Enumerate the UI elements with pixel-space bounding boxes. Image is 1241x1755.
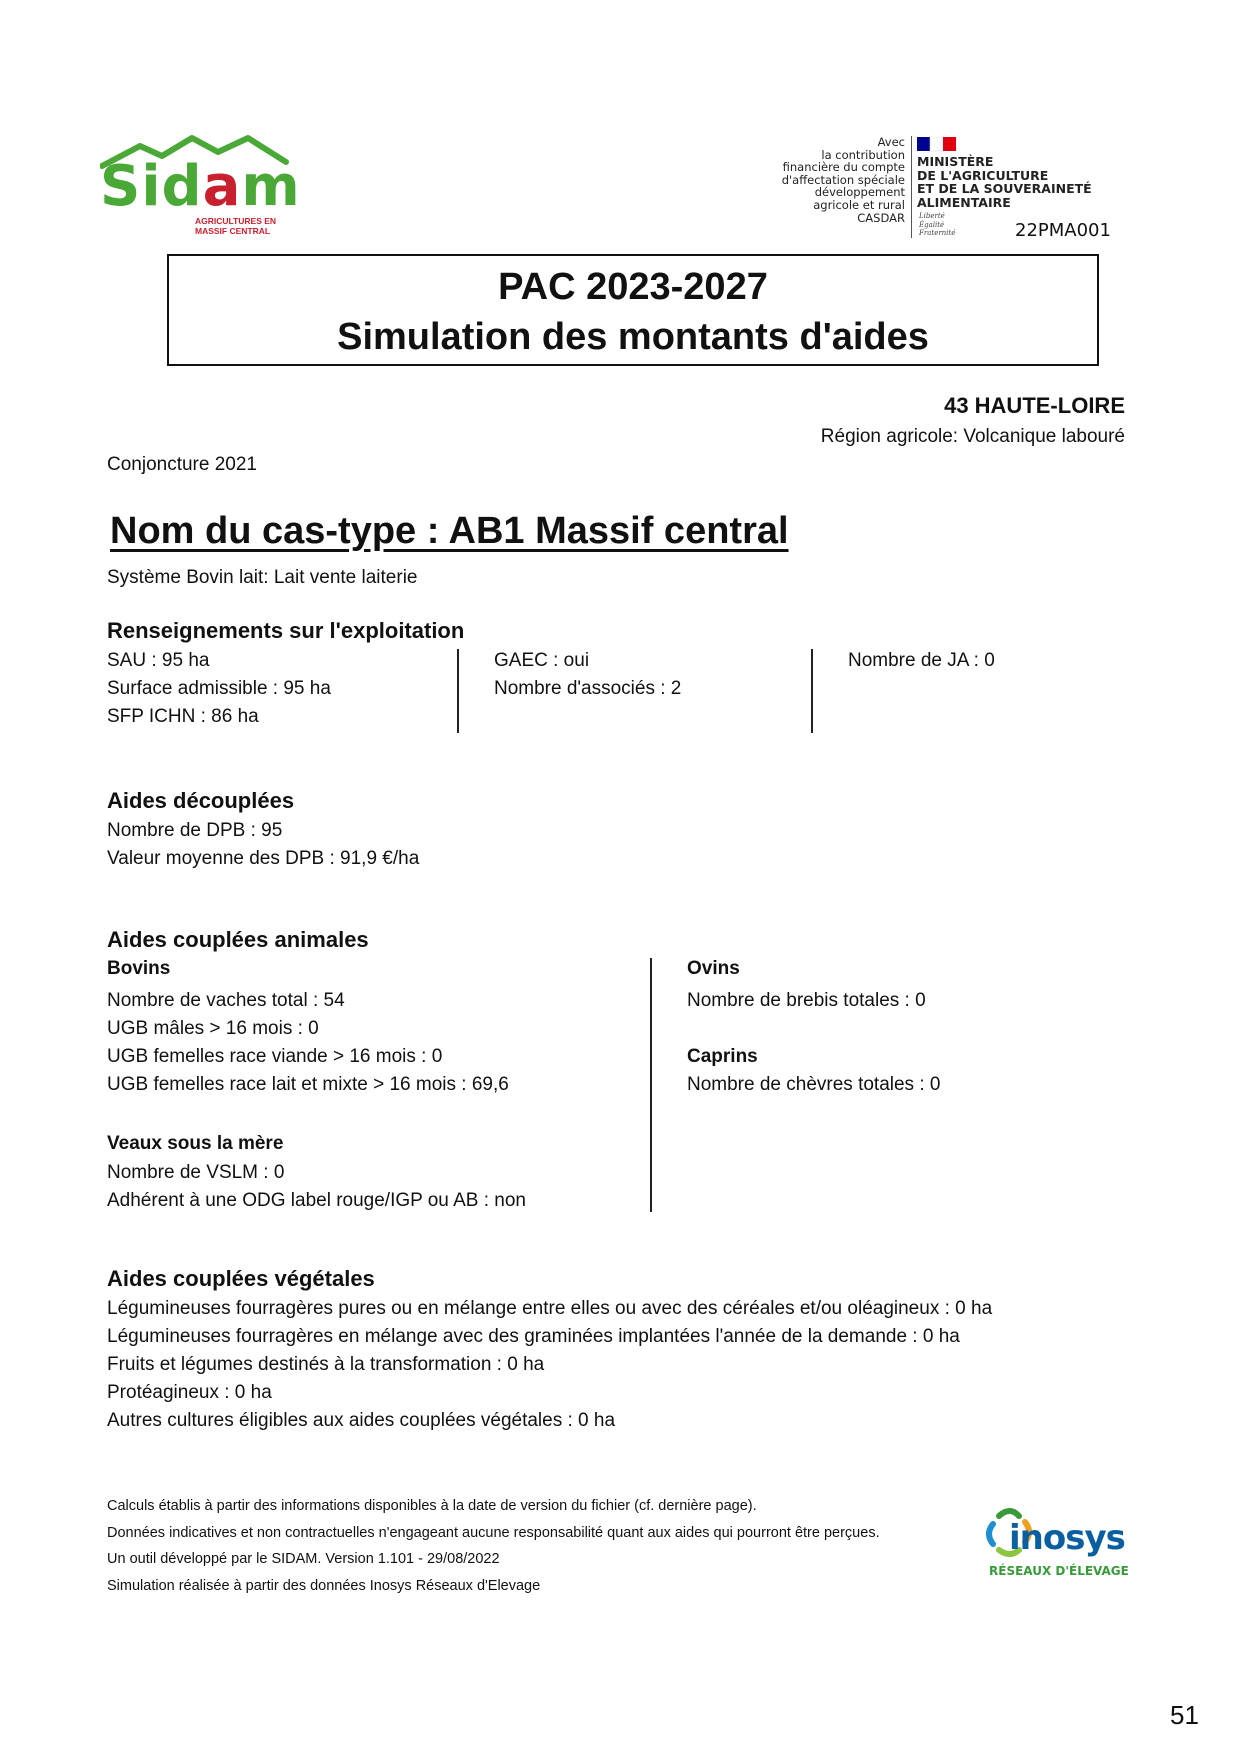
- sidam-logo: [100, 132, 301, 244]
- column-divider: [650, 958, 652, 1212]
- fruits-legumes: Fruits et légumes destinés à la transformation : 0 ha: [107, 1354, 545, 1375]
- footer-line: Calculs établis à partir des informations disponibles à la date de version du fichier (cf. dernière page).: [107, 1498, 757, 1514]
- ministry-name: MINISTÈRE DE L'AGRICULTURE ET DE LA SOUVERAINETÉ ALIMENTAIRE: [917, 154, 1092, 210]
- associes-count: Nombre d'associés : 2: [494, 678, 682, 699]
- agricultural-region: Région agricole: Volcanique labouré: [820, 426, 1125, 447]
- bovins-lines: [107, 987, 509, 1099]
- title-line-2: Simulation des montants d'aides: [337, 316, 929, 358]
- vaches-total: Nombre de vaches total : 54: [107, 990, 345, 1011]
- vegetal-lines: [107, 1295, 992, 1435]
- page-number: 51: [1170, 1700, 1199, 1730]
- animal-heading: Aides couplées animales: [107, 927, 369, 952]
- department: 43 HAUTE-LOIRE: [944, 393, 1125, 418]
- decoupled-lines: [107, 817, 419, 873]
- vegetal-heading: Aides couplées végétales: [107, 1266, 375, 1291]
- footer-line: Données indicatives et non contractuelles n'engageant aucune responsabilité quant aux aides qui pourront être perçues.: [107, 1524, 880, 1541]
- case-type-title: Nom du cas-type : AB1 Massif central: [110, 510, 789, 552]
- sidam-wordmark: Sidam: [100, 154, 301, 219]
- dpb-count: Nombre de DPB : 95: [107, 820, 283, 841]
- chevres-count: Nombre de chèvres totales : 0: [687, 1074, 941, 1095]
- caprins-heading: Caprins: [687, 1046, 758, 1067]
- footer-line: Simulation réalisée à partir des données Inosys Réseaux d'Elevage: [107, 1577, 541, 1594]
- vslm-count: Nombre de VSLM : 0: [107, 1162, 285, 1183]
- inosys-wordmark: inosys: [1009, 1518, 1125, 1558]
- bovins-heading: Bovins: [107, 958, 171, 979]
- column-divider: [811, 649, 813, 733]
- conjoncture: Conjoncture 2021: [107, 454, 257, 475]
- gaec-value: GAEC : oui: [494, 650, 590, 671]
- ovins-lines: [687, 987, 926, 1015]
- footer-notes: [107, 1493, 880, 1599]
- ja-count: Nombre de JA : 0: [848, 650, 995, 671]
- title-box: [167, 254, 1099, 366]
- sfp-ichn: SFP ICHN : 86 ha: [107, 706, 259, 727]
- brebis-count: Nombre de brebis totales : 0: [687, 990, 926, 1011]
- autres-cultures: Autres cultures éligibles aux aides couplées végétales : 0 ha: [107, 1410, 616, 1431]
- odg-adherent: Adhérent à une ODG label rouge/IGP ou AB : non: [107, 1190, 526, 1211]
- exploitation-col-3: [848, 647, 995, 675]
- exploitation-heading: Renseignements sur l'exploitation: [107, 618, 465, 643]
- decoupled-heading: Aides découplées: [107, 788, 295, 813]
- veaux-heading: Veaux sous la mère: [107, 1133, 284, 1154]
- footer-line: Un outil développé par le SIDAM. Version 1.101 - 29/08/2022: [107, 1551, 500, 1567]
- veaux-lines: [107, 1159, 526, 1215]
- surface-admissible: Surface admissible : 95 ha: [107, 678, 331, 699]
- ugb-femelles-lait: UGB femelles race lait et mixte > 16 mois : 69,6: [107, 1074, 509, 1095]
- dpb-average-value: Valeur moyenne des DPB : 91,9 €/ha: [107, 848, 420, 869]
- inosys-subtitle: RÉSEAUX D'ÉLEVAGE: [989, 1564, 1129, 1578]
- caprins-lines: [687, 1071, 940, 1099]
- sau-value: SAU : 95 ha: [107, 650, 210, 671]
- ugb-males: UGB mâles > 16 mois : 0: [107, 1018, 319, 1039]
- marianne-flag-icon: [917, 137, 957, 153]
- column-divider: [457, 649, 459, 733]
- title-line-1: PAC 2023-2027: [498, 266, 768, 308]
- sidam-accent-letter: a: [202, 154, 242, 219]
- ugb-femelles-viande: UGB femelles race viande > 16 mois : 0: [107, 1046, 443, 1067]
- reference-code: 22PMA001: [1015, 220, 1111, 241]
- proteagineux: Protéagineux : 0 ha: [107, 1382, 272, 1403]
- casdar-text: Avec la contribution financière du compte d'affectation spéciale développement agricole et rural CASDAR: [781, 135, 905, 225]
- exploitation-col-2: [494, 647, 681, 703]
- legumineuses-pures: Légumineuses fourragères pures ou en mélange entre elles ou avec des céréales et/ou oléagineux : 0 ha: [107, 1298, 993, 1319]
- ovins-heading: Ovins: [687, 958, 740, 979]
- sidam-subtitle: AGRICULTURES EN MASSIF CENTRAL: [195, 216, 277, 236]
- republic-motto: Liberté Égalité Fraternité: [919, 212, 956, 237]
- exploitation-col-1: [107, 647, 331, 731]
- inosys-logo: [985, 1508, 1130, 1588]
- divider-line: [911, 136, 912, 238]
- system-description: Système Bovin lait: Lait vente laiterie: [107, 567, 418, 588]
- legumineuses-melange: Légumineuses fourragères en mélange avec des graminées implantées l'année de la demande : 0 ha: [107, 1326, 960, 1347]
